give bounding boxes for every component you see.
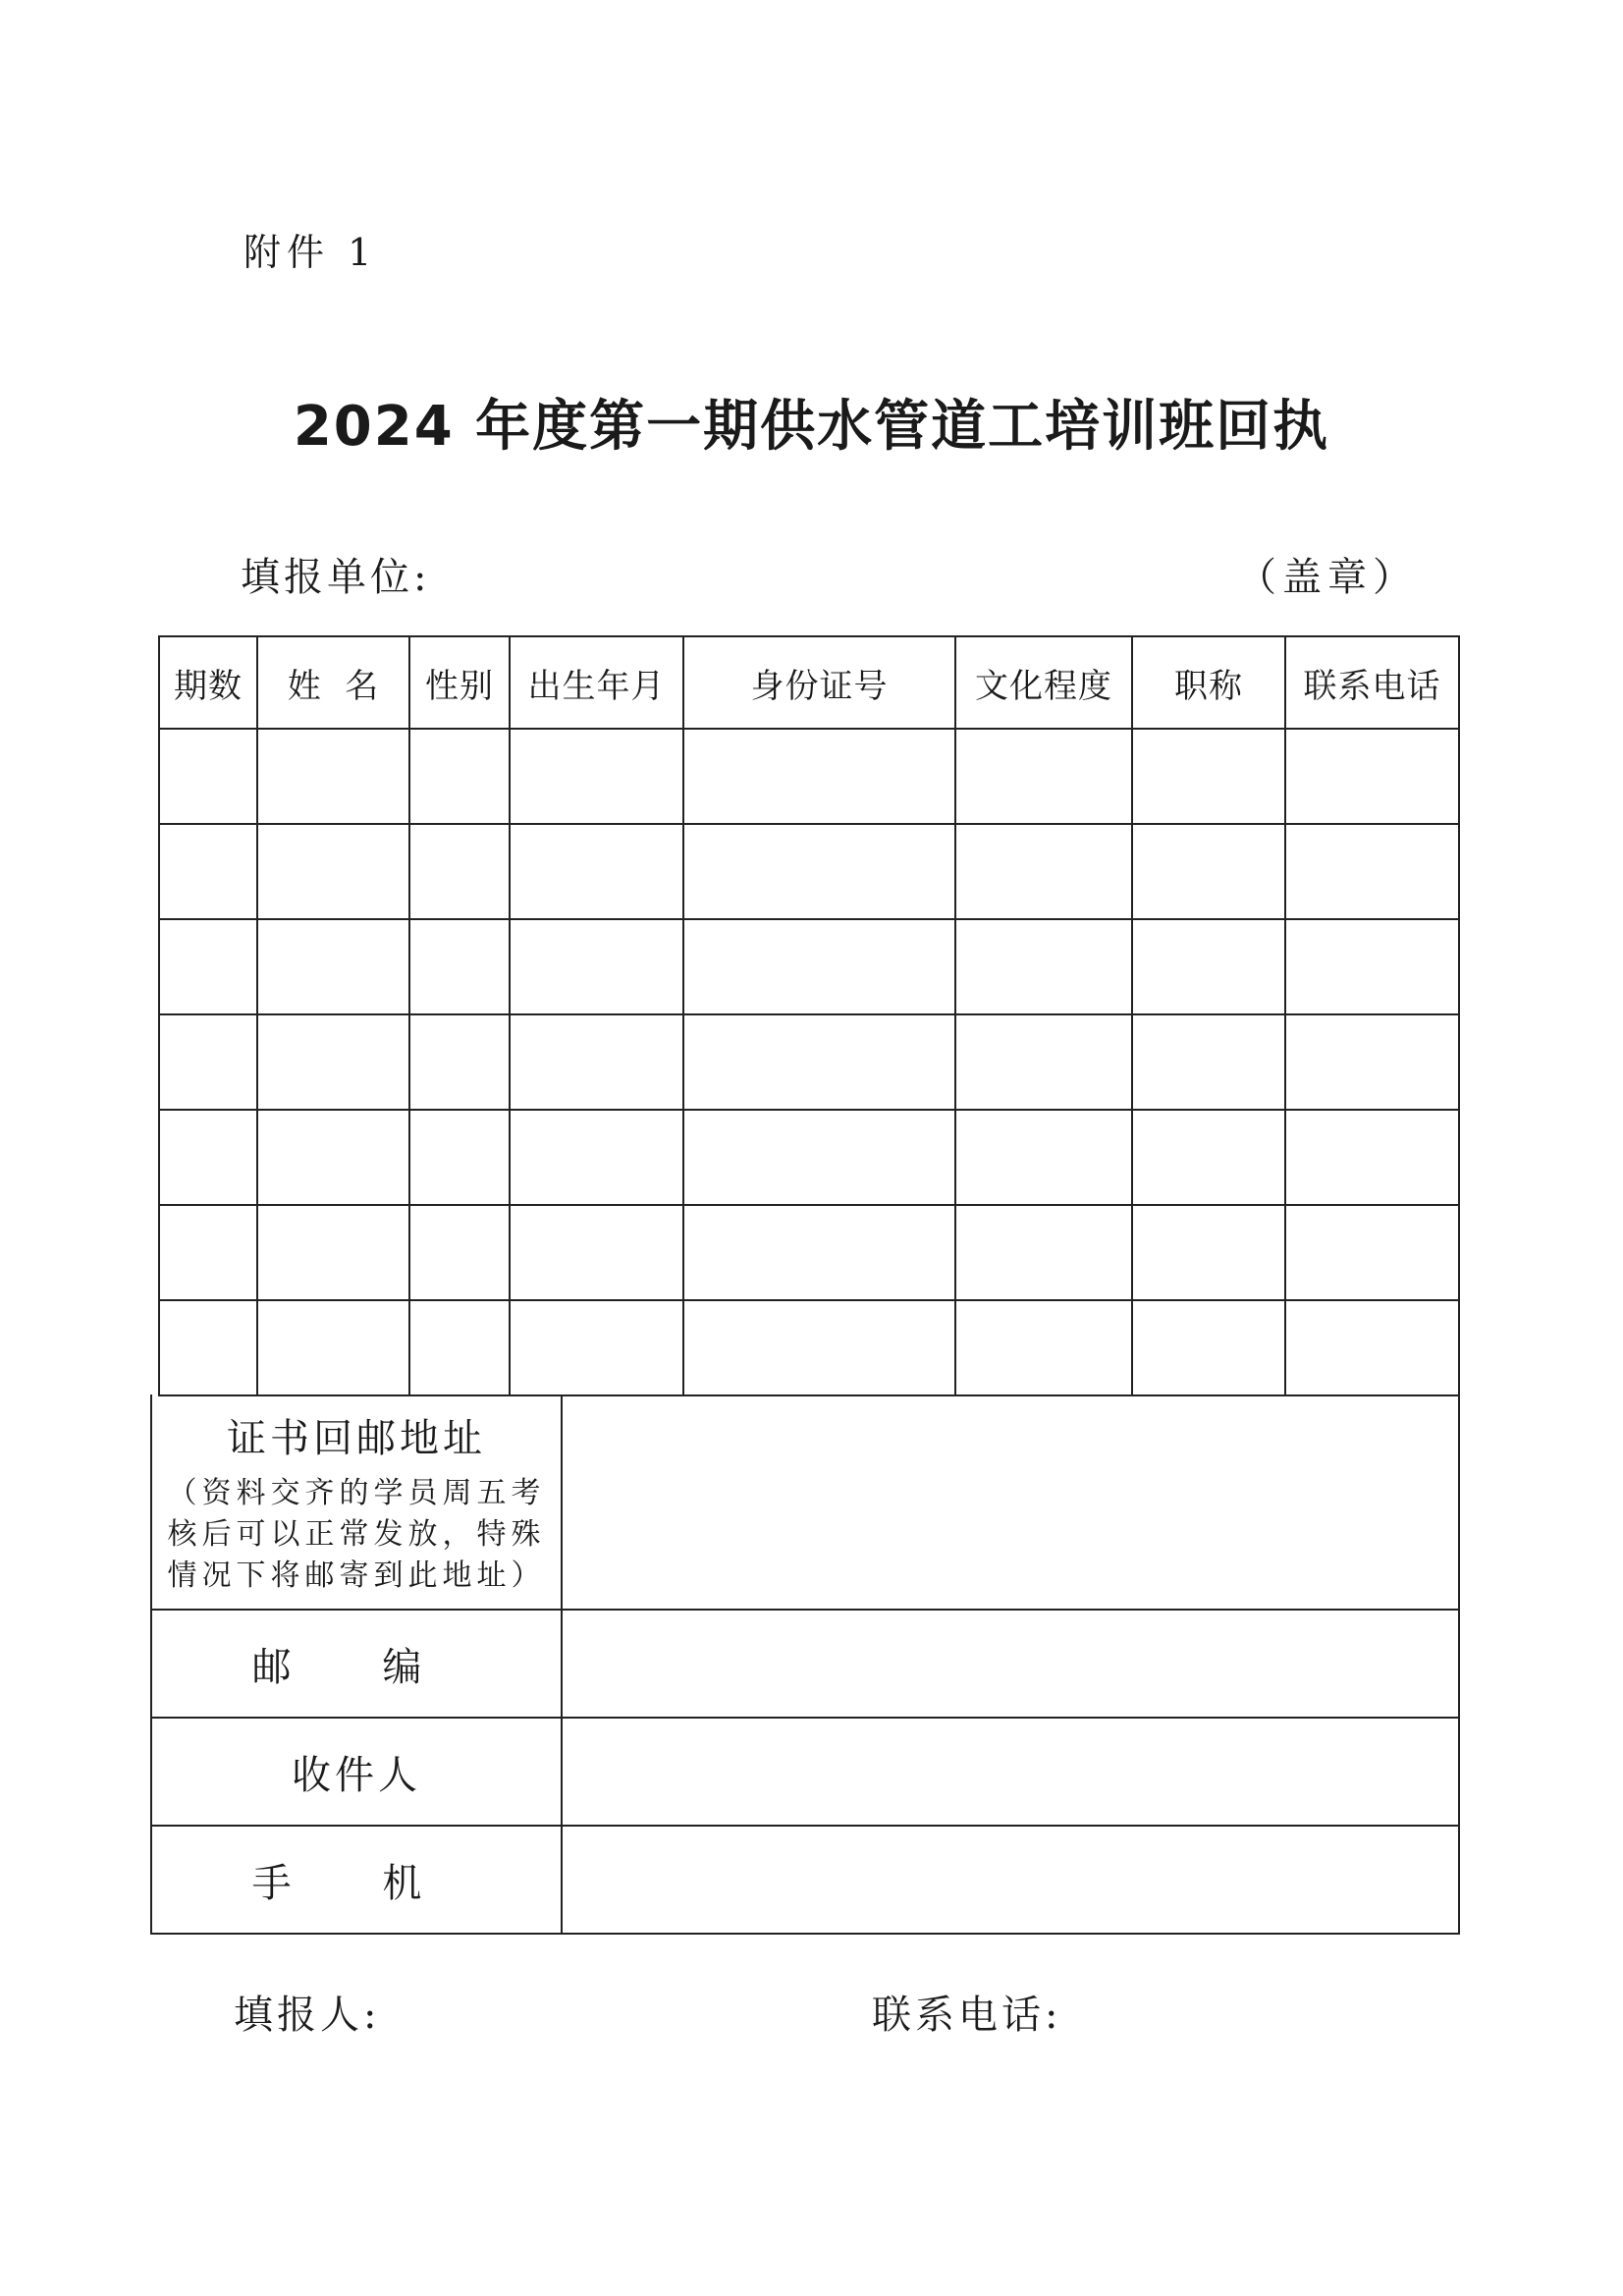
col-header-name: 姓 名: [257, 636, 409, 729]
table-cell[interactable]: [1132, 1110, 1285, 1205]
table-cell[interactable]: [955, 1110, 1132, 1205]
table-cell[interactable]: [159, 824, 257, 919]
table-cell[interactable]: [683, 1110, 955, 1205]
reporter-label: 填报人:: [234, 1993, 381, 2038]
col-header-title: 职称: [1132, 636, 1285, 729]
table-cell[interactable]: [955, 1014, 1132, 1110]
col-header-gender: 性别: [409, 636, 510, 729]
table-cell[interactable]: [1132, 1300, 1285, 1395]
mobile-row: [151, 1826, 1459, 1934]
table-cell[interactable]: [257, 1110, 409, 1205]
col-header-period: 期数: [159, 636, 257, 729]
mobile-label: 手 机: [151, 1826, 562, 1934]
table-cell[interactable]: [683, 824, 955, 919]
table-cell[interactable]: [409, 1014, 510, 1110]
recipient-label: 收件人: [151, 1718, 562, 1826]
roster-table: [158, 635, 1460, 1396]
table-cell[interactable]: [683, 1014, 955, 1110]
table-cell[interactable]: [683, 729, 955, 824]
table-cell[interactable]: [159, 729, 257, 824]
table-cell[interactable]: [955, 919, 1132, 1014]
table-row: [159, 1014, 1459, 1110]
roster-body: [159, 729, 1459, 1395]
table-cell[interactable]: [510, 824, 683, 919]
table-cell[interactable]: [409, 729, 510, 824]
address-input-cell[interactable]: [562, 1394, 1459, 1610]
table-cell[interactable]: [683, 1205, 955, 1300]
address-label-cell: [151, 1394, 562, 1610]
table-row: [159, 824, 1459, 919]
col-header-id-number: 身份证号: [683, 636, 955, 729]
seal-label: （盖章）: [1237, 555, 1418, 600]
reporting-unit-label: 填报单位:: [241, 555, 431, 600]
table-cell[interactable]: [1132, 824, 1285, 919]
table-cell[interactable]: [1132, 919, 1285, 1014]
table-cell[interactable]: [1285, 1110, 1459, 1205]
table-cell[interactable]: [159, 919, 257, 1014]
table-row: [159, 1205, 1459, 1300]
table-cell[interactable]: [1285, 1300, 1459, 1395]
table-cell[interactable]: [510, 1205, 683, 1300]
contact-phone-label: 联系电话:: [872, 1993, 1062, 2038]
table-cell[interactable]: [955, 824, 1132, 919]
mobile-input-cell[interactable]: [562, 1826, 1459, 1934]
recipient-input-cell[interactable]: [562, 1718, 1459, 1826]
table-cell[interactable]: [409, 1300, 510, 1395]
table-cell[interactable]: [955, 729, 1132, 824]
table-cell[interactable]: [257, 729, 409, 824]
address-row: [151, 1394, 1459, 1610]
table-cell[interactable]: [683, 919, 955, 1014]
table-row: [159, 729, 1459, 824]
table-row: [159, 919, 1459, 1014]
table-cell[interactable]: [257, 1205, 409, 1300]
address-label: 证书回邮地址: [227, 1415, 486, 1461]
table-cell[interactable]: [257, 919, 409, 1014]
col-header-education: 文化程度: [955, 636, 1132, 729]
address-note: （资料交齐的学员周五考核后可以正常发放，特殊情况下将邮寄到此地址）: [167, 1475, 546, 1593]
table-cell[interactable]: [1285, 824, 1459, 919]
table-cell[interactable]: [510, 729, 683, 824]
table-cell[interactable]: [409, 1205, 510, 1300]
table-cell[interactable]: [257, 1300, 409, 1395]
postcode-row: [151, 1610, 1459, 1718]
table-cell[interactable]: [683, 1300, 955, 1395]
col-header-birth: 出生年月: [510, 636, 683, 729]
table-cell[interactable]: [1132, 1205, 1285, 1300]
table-cell[interactable]: [159, 1014, 257, 1110]
table-cell[interactable]: [955, 1300, 1132, 1395]
table-cell[interactable]: [510, 1014, 683, 1110]
table-cell[interactable]: [409, 1110, 510, 1205]
table-cell[interactable]: [1285, 729, 1459, 824]
postcode-label: 邮 编: [151, 1610, 562, 1718]
table-cell[interactable]: [257, 824, 409, 919]
col-header-phone: 联系电话: [1285, 636, 1459, 729]
table-cell[interactable]: [955, 1205, 1132, 1300]
table-cell[interactable]: [1132, 1014, 1285, 1110]
table-cell[interactable]: [257, 1014, 409, 1110]
table-cell[interactable]: [409, 824, 510, 919]
table-row: [159, 1110, 1459, 1205]
table-cell[interactable]: [1132, 729, 1285, 824]
mailing-table: [150, 1394, 1460, 1935]
attachment-label: 附件 1: [243, 231, 378, 274]
roster-header-row: [159, 636, 1459, 729]
table-cell[interactable]: [159, 1300, 257, 1395]
table-cell[interactable]: [1285, 919, 1459, 1014]
table-cell[interactable]: [510, 919, 683, 1014]
table-cell[interactable]: [510, 1300, 683, 1395]
postcode-input-cell[interactable]: [562, 1610, 1459, 1718]
table-cell[interactable]: [409, 919, 510, 1014]
table-row: [159, 1300, 1459, 1395]
table-cell[interactable]: [159, 1205, 257, 1300]
document-title: 2024 年度第一期供水管道工培训班回执: [293, 395, 1330, 459]
table-cell[interactable]: [510, 1110, 683, 1205]
table-cell[interactable]: [1285, 1014, 1459, 1110]
table-cell[interactable]: [159, 1110, 257, 1205]
table-cell[interactable]: [1285, 1205, 1459, 1300]
recipient-row: [151, 1718, 1459, 1826]
